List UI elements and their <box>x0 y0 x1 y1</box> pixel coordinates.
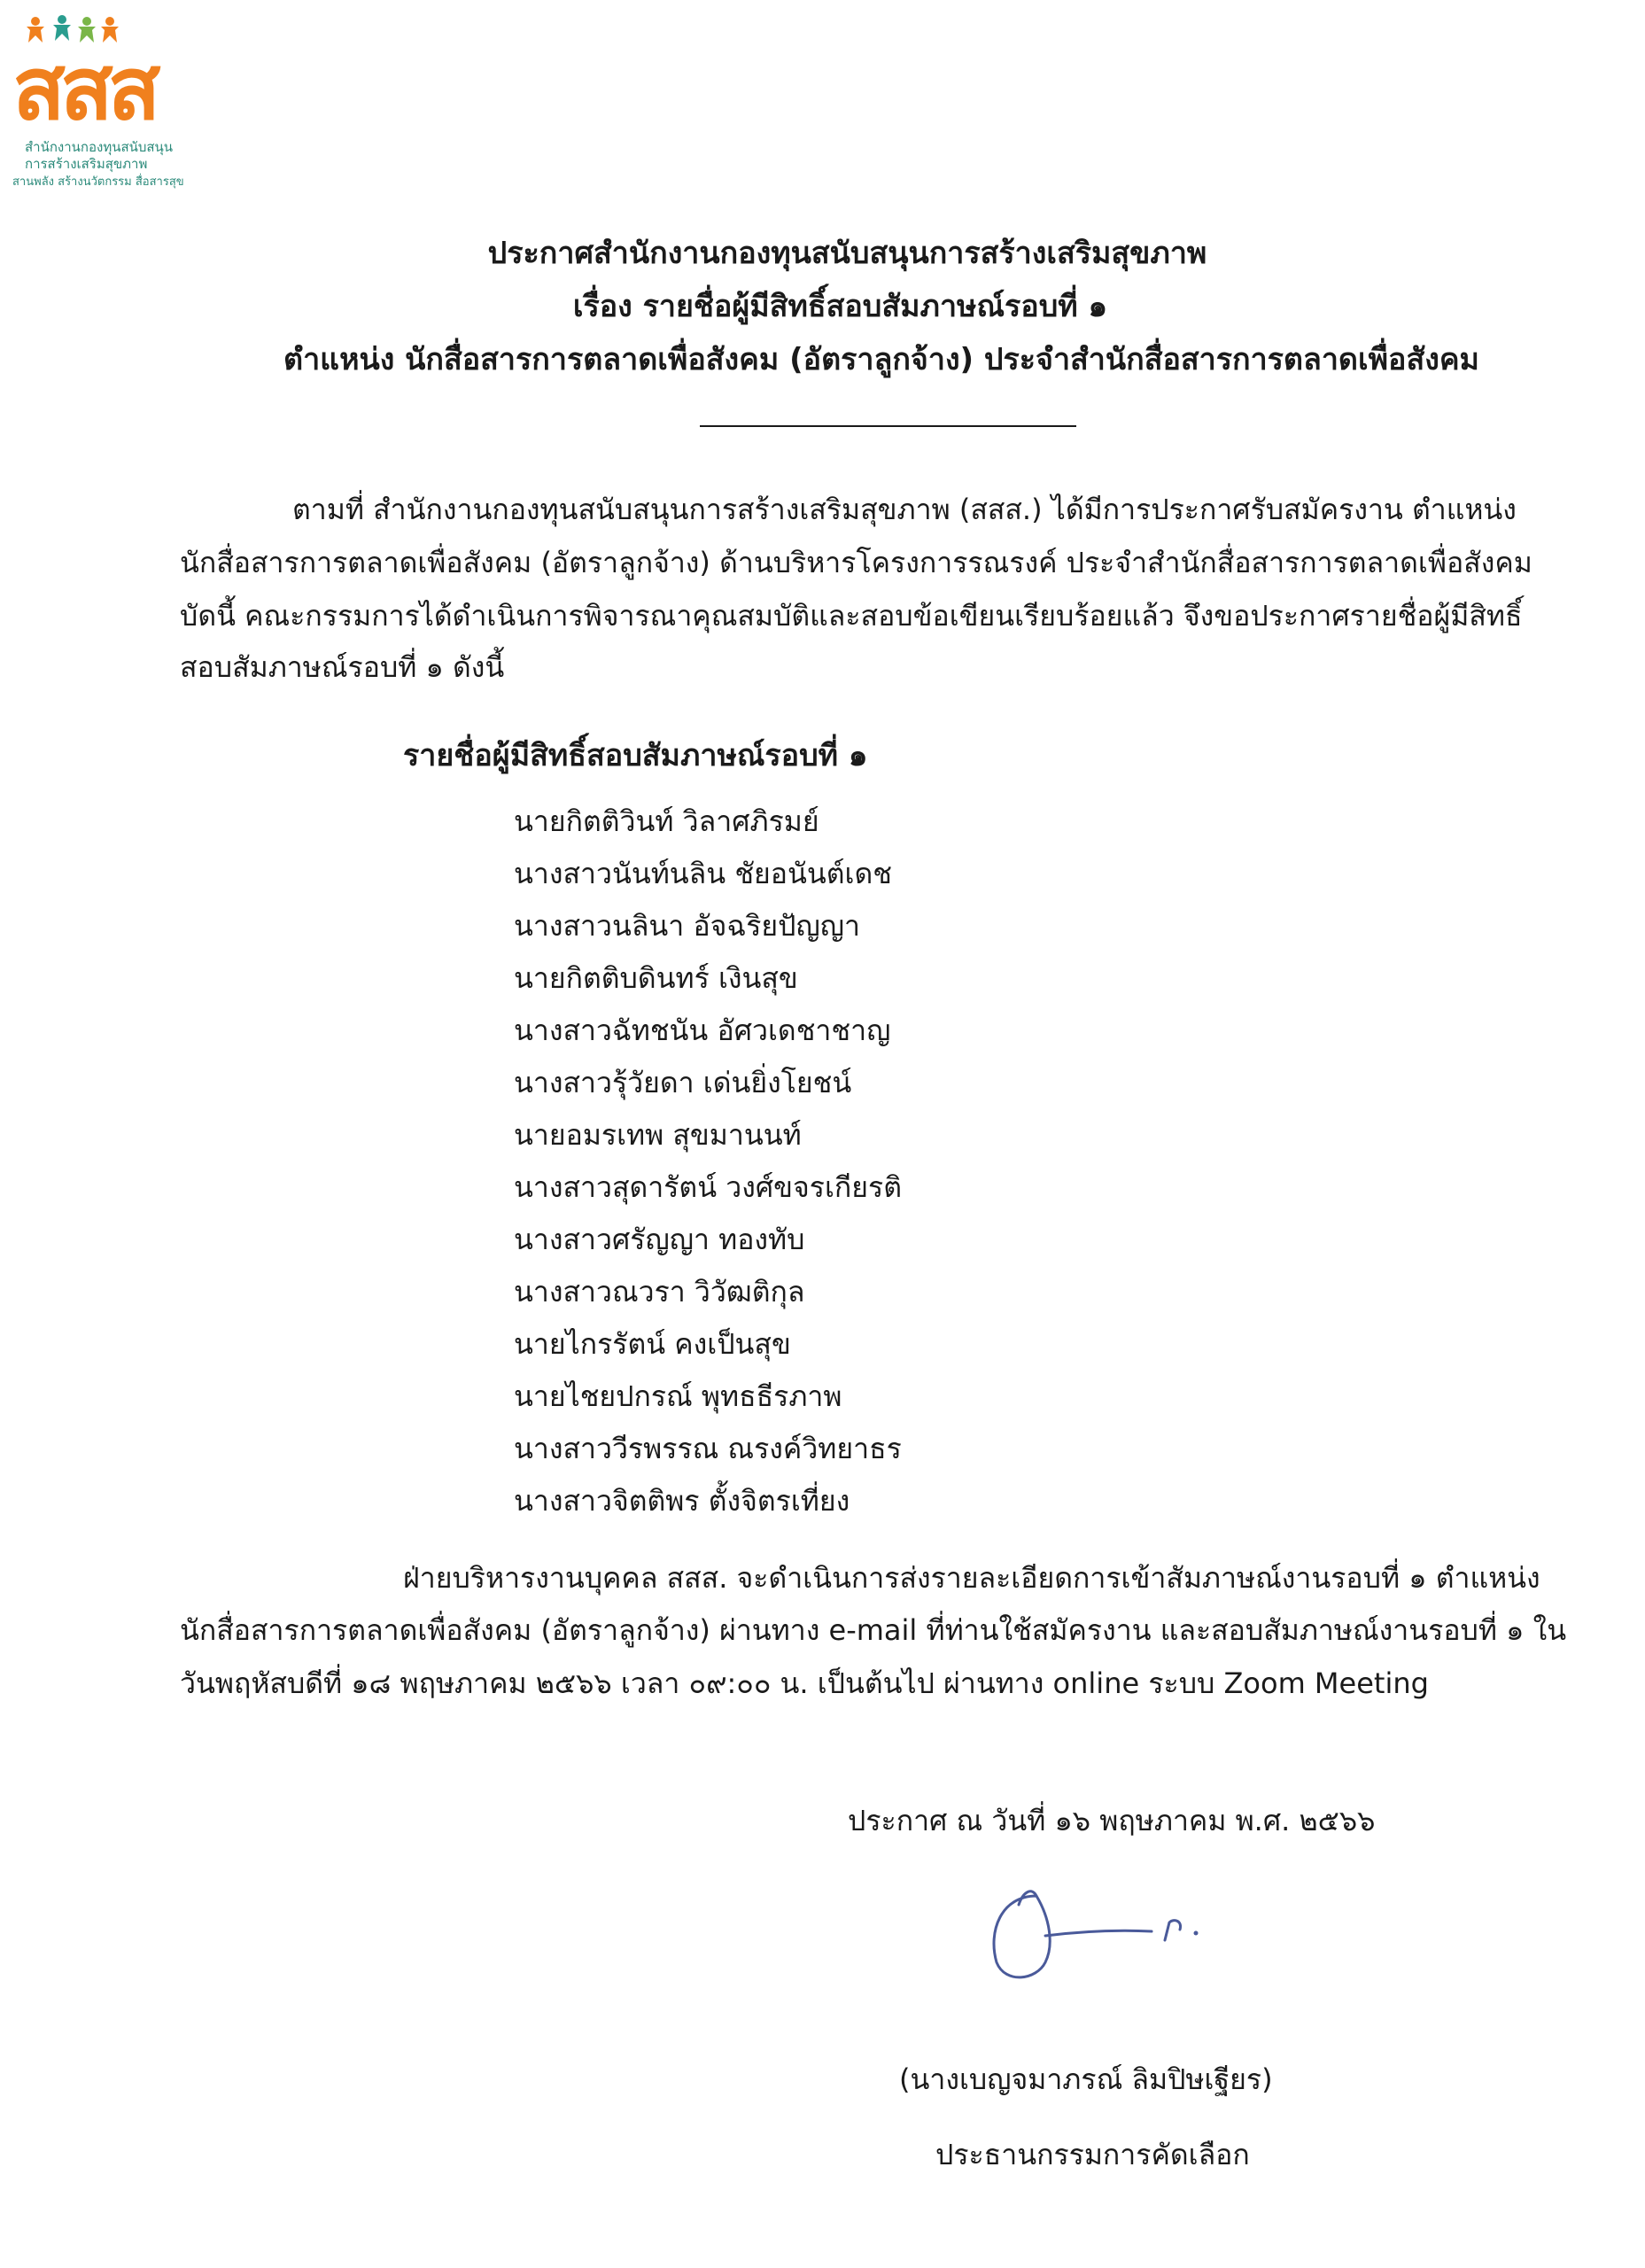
announcement-title: ประกาศสำนักงานกองทุนสนับสนุนการสร้างเสริมสุขภาพ <box>487 236 1207 271</box>
logo-org-line1: สำนักงานกองทุนสนับสนุน <box>25 139 174 155</box>
candidate-name: นางสาวศรัญญา ทองทับ <box>514 1223 805 1256</box>
candidate-name: นายกิตติบดินทร์ เงินสุข <box>514 961 798 995</box>
candidate-name: นางสาวณวรา วิวัฒติกุล <box>514 1275 805 1309</box>
closing-line-3: วันพฤหัสบดีที่ ๑๘ พฤษภาคม ๒๕๖๖ เวลา ๐๙:๐๐ น. เป็นต้นไป ผ่านทาง online ระบบ Zoom Meeting <box>180 1666 1429 1700</box>
org-logo <box>12 14 216 189</box>
candidate-name: นายกิตติวินท์ วิลาศภิรมย์ <box>514 804 819 838</box>
candidate-name: นายไชยปกรณ์ พุทธธีรภาพ <box>514 1379 842 1413</box>
logo-tagline: สานพลัง สร้างนวัตกรรม สื่อสารสุข <box>12 175 184 189</box>
candidate-list-title: รายชื่อผู้มีสิทธิ์สอบสัมภาษณ์รอบที่ ๑ <box>403 738 868 773</box>
announcement-position: ตำแหน่ง นักสื่อสารการตลาดเพื่อสังคม (อัตราลูกจ้าง) ประจำสำนักสื่อสารการตลาดเพื่อสังคม <box>283 342 1479 377</box>
signer-title: ประธานกรรมการคัดเลือก <box>935 2138 1250 2171</box>
candidate-name: นางสาวนลินา อัจฉริยปัญญา <box>514 909 860 943</box>
candidate-name: นางสาวนันท์นลิน ชัยอนันต์เดช <box>514 857 892 890</box>
intro-line-2: นักสื่อสารการตลาดเพื่อสังคม (อัตราลูกจ้าง) ด้านบริหารโครงการรณรงค์ ประจำสำนักสื่อสารการตลาดเพื่อสังคม <box>180 546 1532 579</box>
signer-name: (นางเบญจมาภรณ์ ลิมปิษเฐียร) <box>899 2062 1273 2096</box>
announcement-subject: เรื่อง รายชื่อผู้มีสิทธิ์สอบสัมภาษณ์รอบที่ ๑ <box>572 289 1108 324</box>
logo-mark: สสส <box>12 39 156 140</box>
candidate-name: นางสาววีรพรรณ ณรงค์วิทยาธร <box>514 1432 902 1465</box>
announcement-date: ประกาศ ณ วันที่ ๑๖ พฤษภาคม พ.ศ. ๒๕๖๖ <box>848 1804 1376 1837</box>
logo-org-line2: การสร้างเสริมสุขภาพ <box>25 156 148 172</box>
signature-icon <box>983 1878 1267 1993</box>
candidate-name: นางสาวฉัทชนัน อัศวเดชาชาญ <box>514 1014 891 1047</box>
candidate-name: นางสาวสุดารัตน์ วงศ์ขจรเกียรติ <box>514 1170 902 1204</box>
candidate-list <box>514 796 902 1527</box>
candidate-name: นายไกรรัตน์ คงเป็นสุข <box>514 1327 791 1361</box>
candidate-name: นางสาวรุ้วัยดา เด่นยิ่งโยชน์ <box>514 1066 852 1099</box>
closing-line-2: นักสื่อสารการตลาดเพื่อสังคม (อัตราลูกจ้าง) ผ่านทาง e-mail ที่ท่านใช้สมัครงาน และสอบสัมภาษณ์งานรอบที่ ๑ ใน <box>180 1613 1567 1647</box>
candidate-name: นายอมรเทพ สุขมานนท์ <box>514 1118 802 1152</box>
intro-line-3: บัดนี้ คณะกรรมการได้ดำเนินการพิจารณาคุณสมบัติและสอบข้อเขียนเรียบร้อยแล้ว จึงขอประกาศรายชื่อผู้มีสิทธิ์ <box>180 599 1523 633</box>
closing-line-1: ฝ่ายบริหารงานบุคคล สสส. จะดำเนินการส่งรายละเอียดการเข้าสัมภาษณ์งานรอบที่ ๑ ตำแหน่ง <box>403 1561 1540 1595</box>
intro-line-4: สอบสัมภาษณ์รอบที่ ๑ ดังนี้ <box>180 650 505 684</box>
header-divider <box>700 425 1076 427</box>
intro-line-1: ตามที่ สำนักงานกองทุนสนับสนุนการสร้างเสริมสุขภาพ (สสส.) ได้มีการประกาศรับสมัครงาน ตำแหน่ง <box>292 493 1517 526</box>
candidate-name: นางสาวจิตติพร ตั้งจิตรเที่ยง <box>514 1484 850 1518</box>
